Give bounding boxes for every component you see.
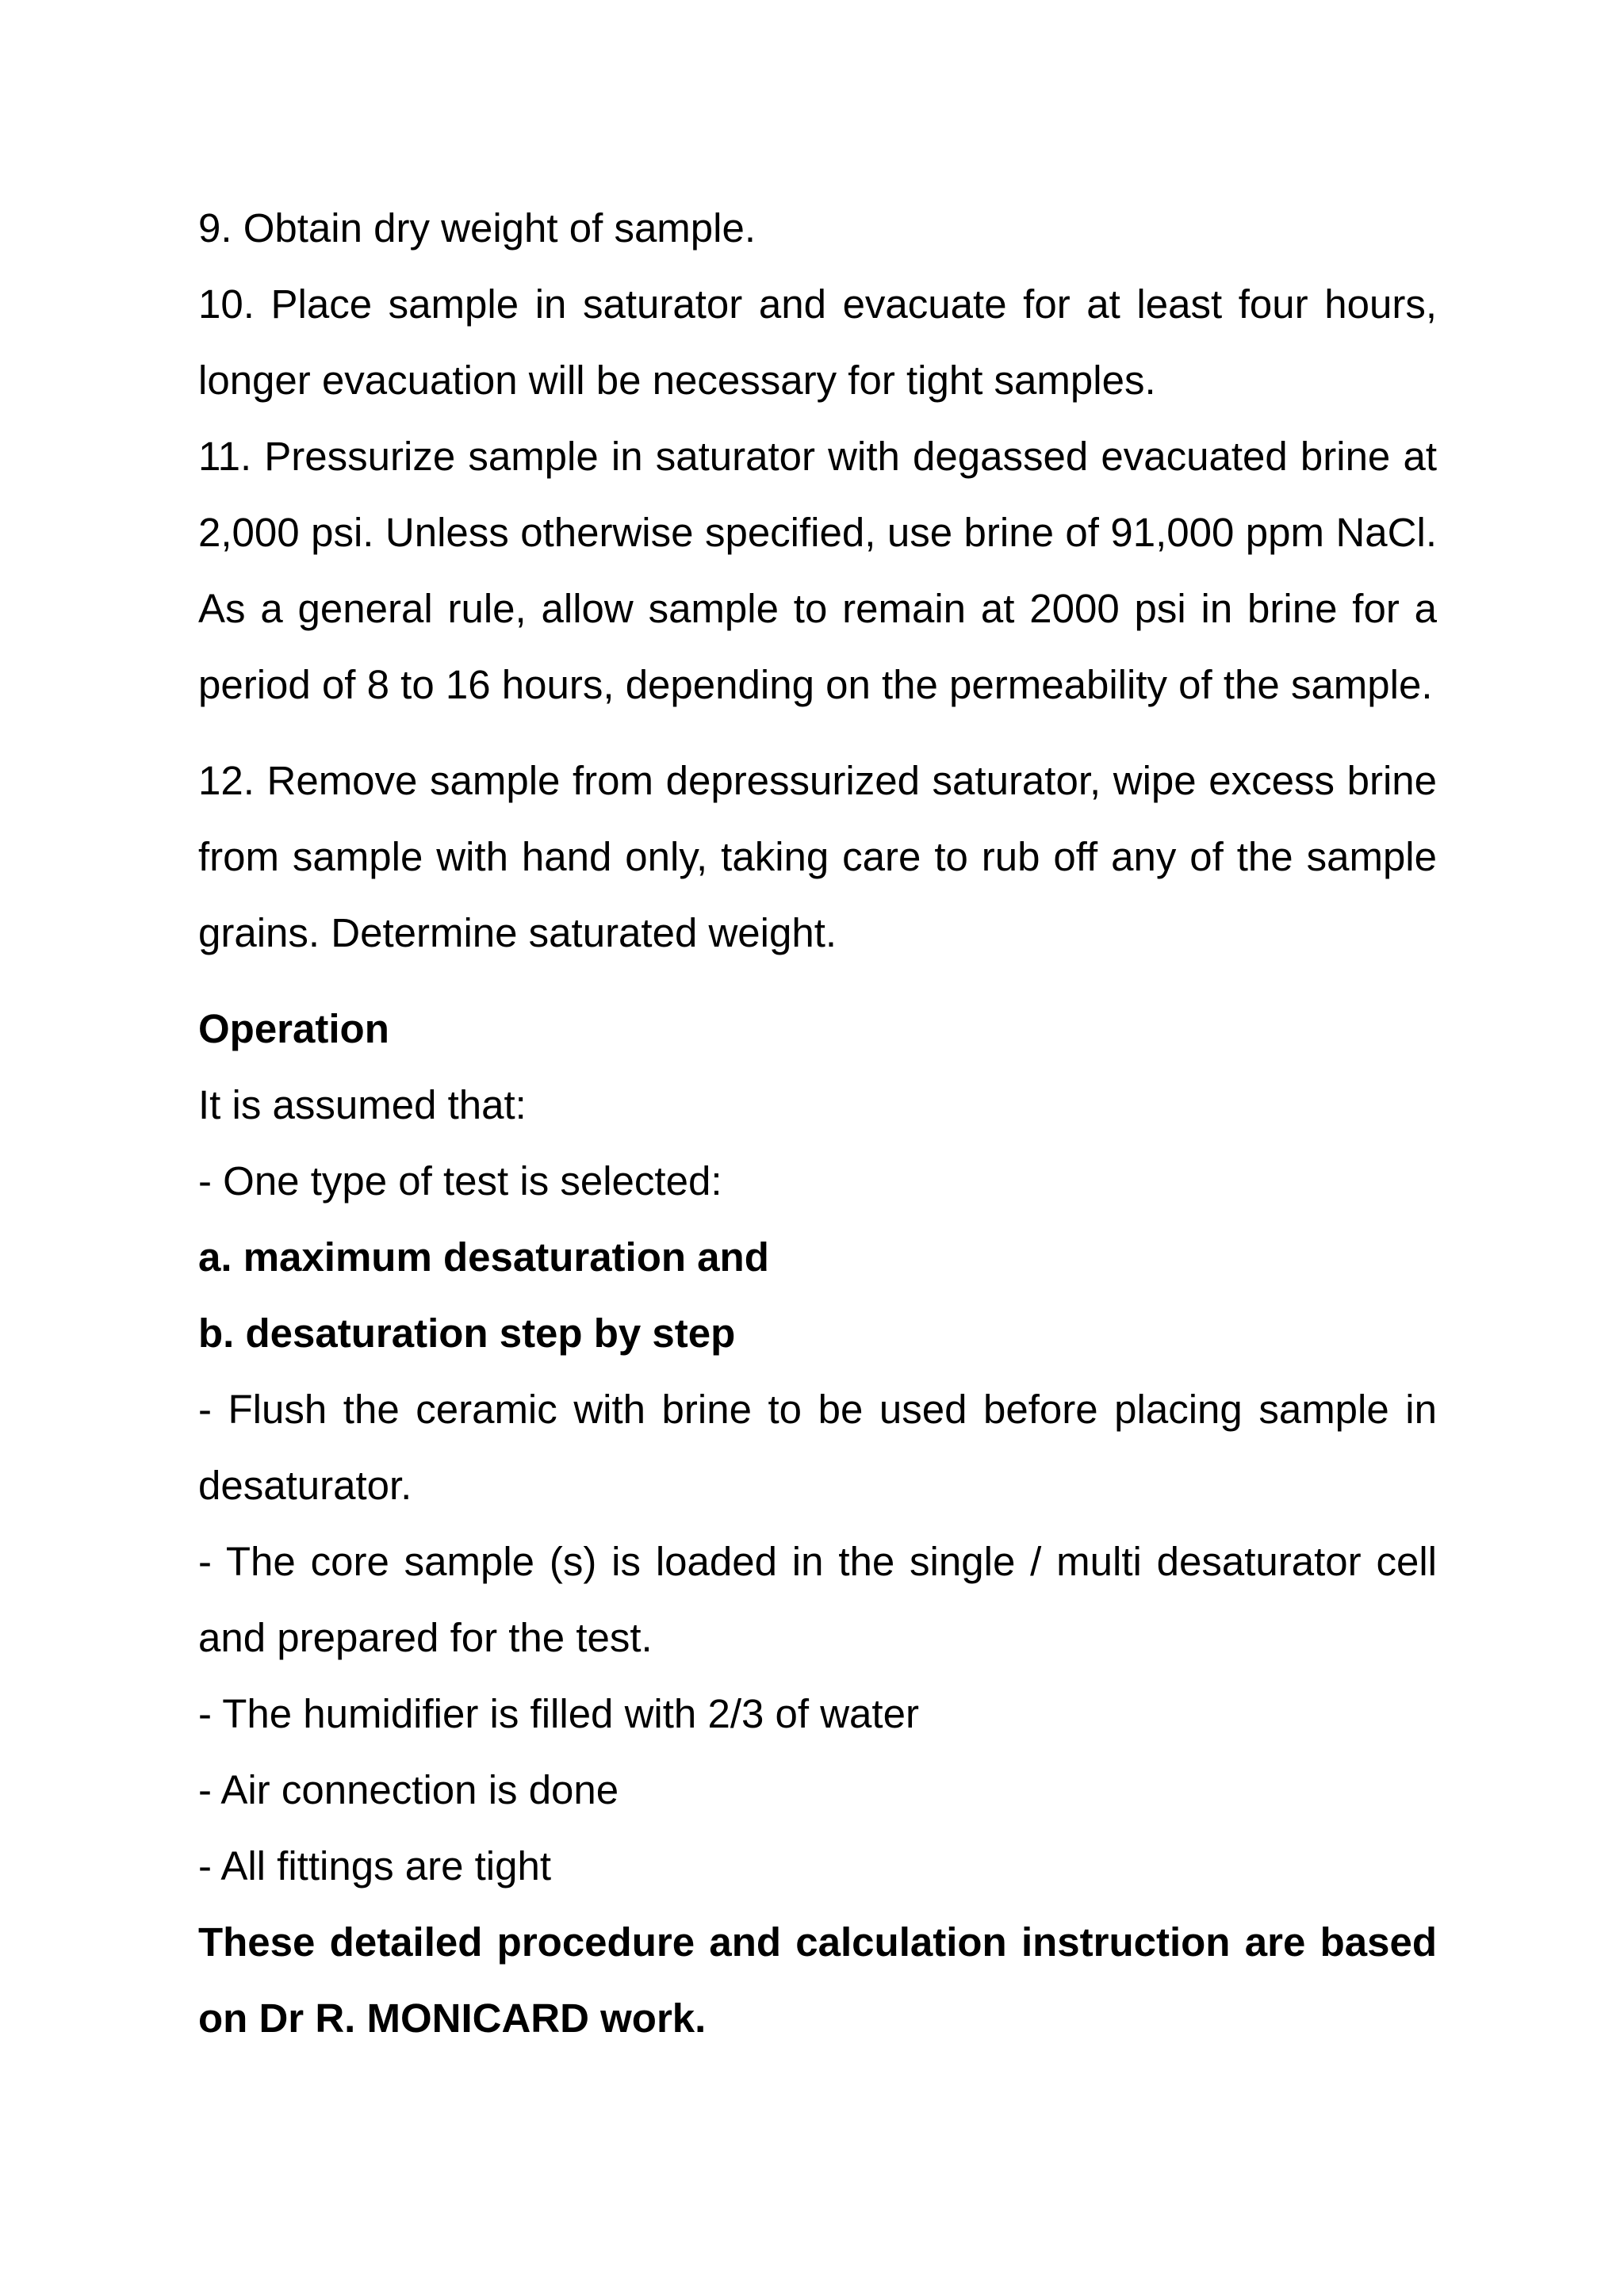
monicard-note: These detailed procedure and calculation instruction are based on Dr R. MONICARD work. [198, 1919, 1437, 2041]
document-page [198, 190, 1437, 2057]
step-10: 10. Place sample in saturator and evacuate for at least four hours, longer evacuation will be necessary for tight samples. [198, 281, 1437, 403]
step-12: 12. Remove sample from depressurized saturator, wipe excess brine from sample with hand only, taking care to rub off any of the sample grains. Determine saturated weight. [198, 758, 1437, 955]
step-9: 9. Obtain dry weight of sample. [198, 205, 756, 251]
operation-intro: It is assumed that: [198, 1082, 527, 1127]
air-connection-item: - Air connection is done [198, 1767, 619, 1812]
fittings-item: - All fittings are tight [198, 1843, 552, 1888]
test-selected-item: - One type of test is selected: [198, 1158, 722, 1203]
operation-heading: Operation [198, 1006, 389, 1051]
humidifier-item: - The humidifier is filled with 2/3 of water [198, 1691, 919, 1736]
option-b: b. desaturation step by step [198, 1311, 736, 1356]
step-11: 11. Pressurize sample in saturator with degassed evacuated brine at 2,000 psi. Unless otherwise specified, use brine of 91,000 ppm NaCl. As a general rule, allow sample to remain at 2000 psi in brine for a period of 8 to 16 hours, depending on the permeability of the sample. [198, 434, 1437, 707]
flush-item: - Flush the ceramic with brine to be used before placing sample in desaturator. [198, 1387, 1437, 1508]
option-a: a. maximum desaturation and [198, 1234, 769, 1280]
core-loaded-item: - The core sample (s) is loaded in the single / multi desaturator cell and prepared for the test. [198, 1539, 1437, 1660]
